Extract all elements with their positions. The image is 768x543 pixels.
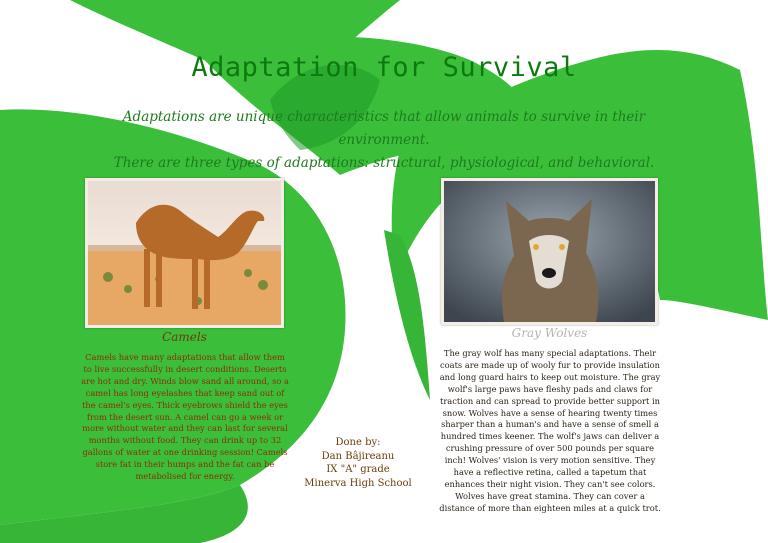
camel-description: Camels have many adaptations that allow them to live successfully in desert conditions. Deserts are hot and dry. Winds blow sand all around, so a camel has long eyelashes that keep sand out of the camel's eyes. Thick eyebrows shield the eyes from the desert sun. A camel can go a week or more without water and they can last for several months without food. They can drink up to 32 gallons of water at one drinking session! Camels store fat in their humps and the fat can be metabolised for energy.: [81, 352, 289, 482]
author-name: Dan Bâjireanu: [321, 450, 395, 462]
wolf-caption: Gray Wolves: [511, 326, 588, 340]
camel-caption: Camels: [162, 330, 207, 344]
author-grade: IX "A" grade: [326, 464, 390, 475]
author-credits: [300, 436, 416, 490]
wolf-photo: [441, 178, 658, 325]
page-subtitle: [100, 106, 668, 175]
subtitle-line-2: There are three types of adaptations: structural, physiological, and behavioral.: [113, 155, 655, 171]
camel-photo: [85, 178, 284, 328]
page-title: Adaptation for Survival: [191, 52, 577, 83]
author-school: Minerva High School: [304, 477, 412, 489]
credits-heading: Done by:: [335, 437, 381, 448]
wolf-description: The gray wolf has many special adaptations. Their coats are made up of wooly fur to provide insulation and long guard hairs to keep out moisture. The gray wolf's large paws have fleshy pads and claws for traction and can spread to provide better support in snow. Wolves have a sense of hearing twenty times sharper than a human's and have a sense of smell a hundred times keener. The wolf's jaws can deliver a crushing pressure of over 500 pounds per square inch! Wolves' vision is very motion sensitive. They have a reflective retina, called a tapetum that enhances their night vision. They can't see colors. Wolves have great stamina. They can cover a distance of more than eighteen miles at a quick trot.: [439, 348, 661, 513]
subtitle-line-1: Adaptations are unique characteristics that allow animals to survive in their environment.: [122, 109, 646, 148]
